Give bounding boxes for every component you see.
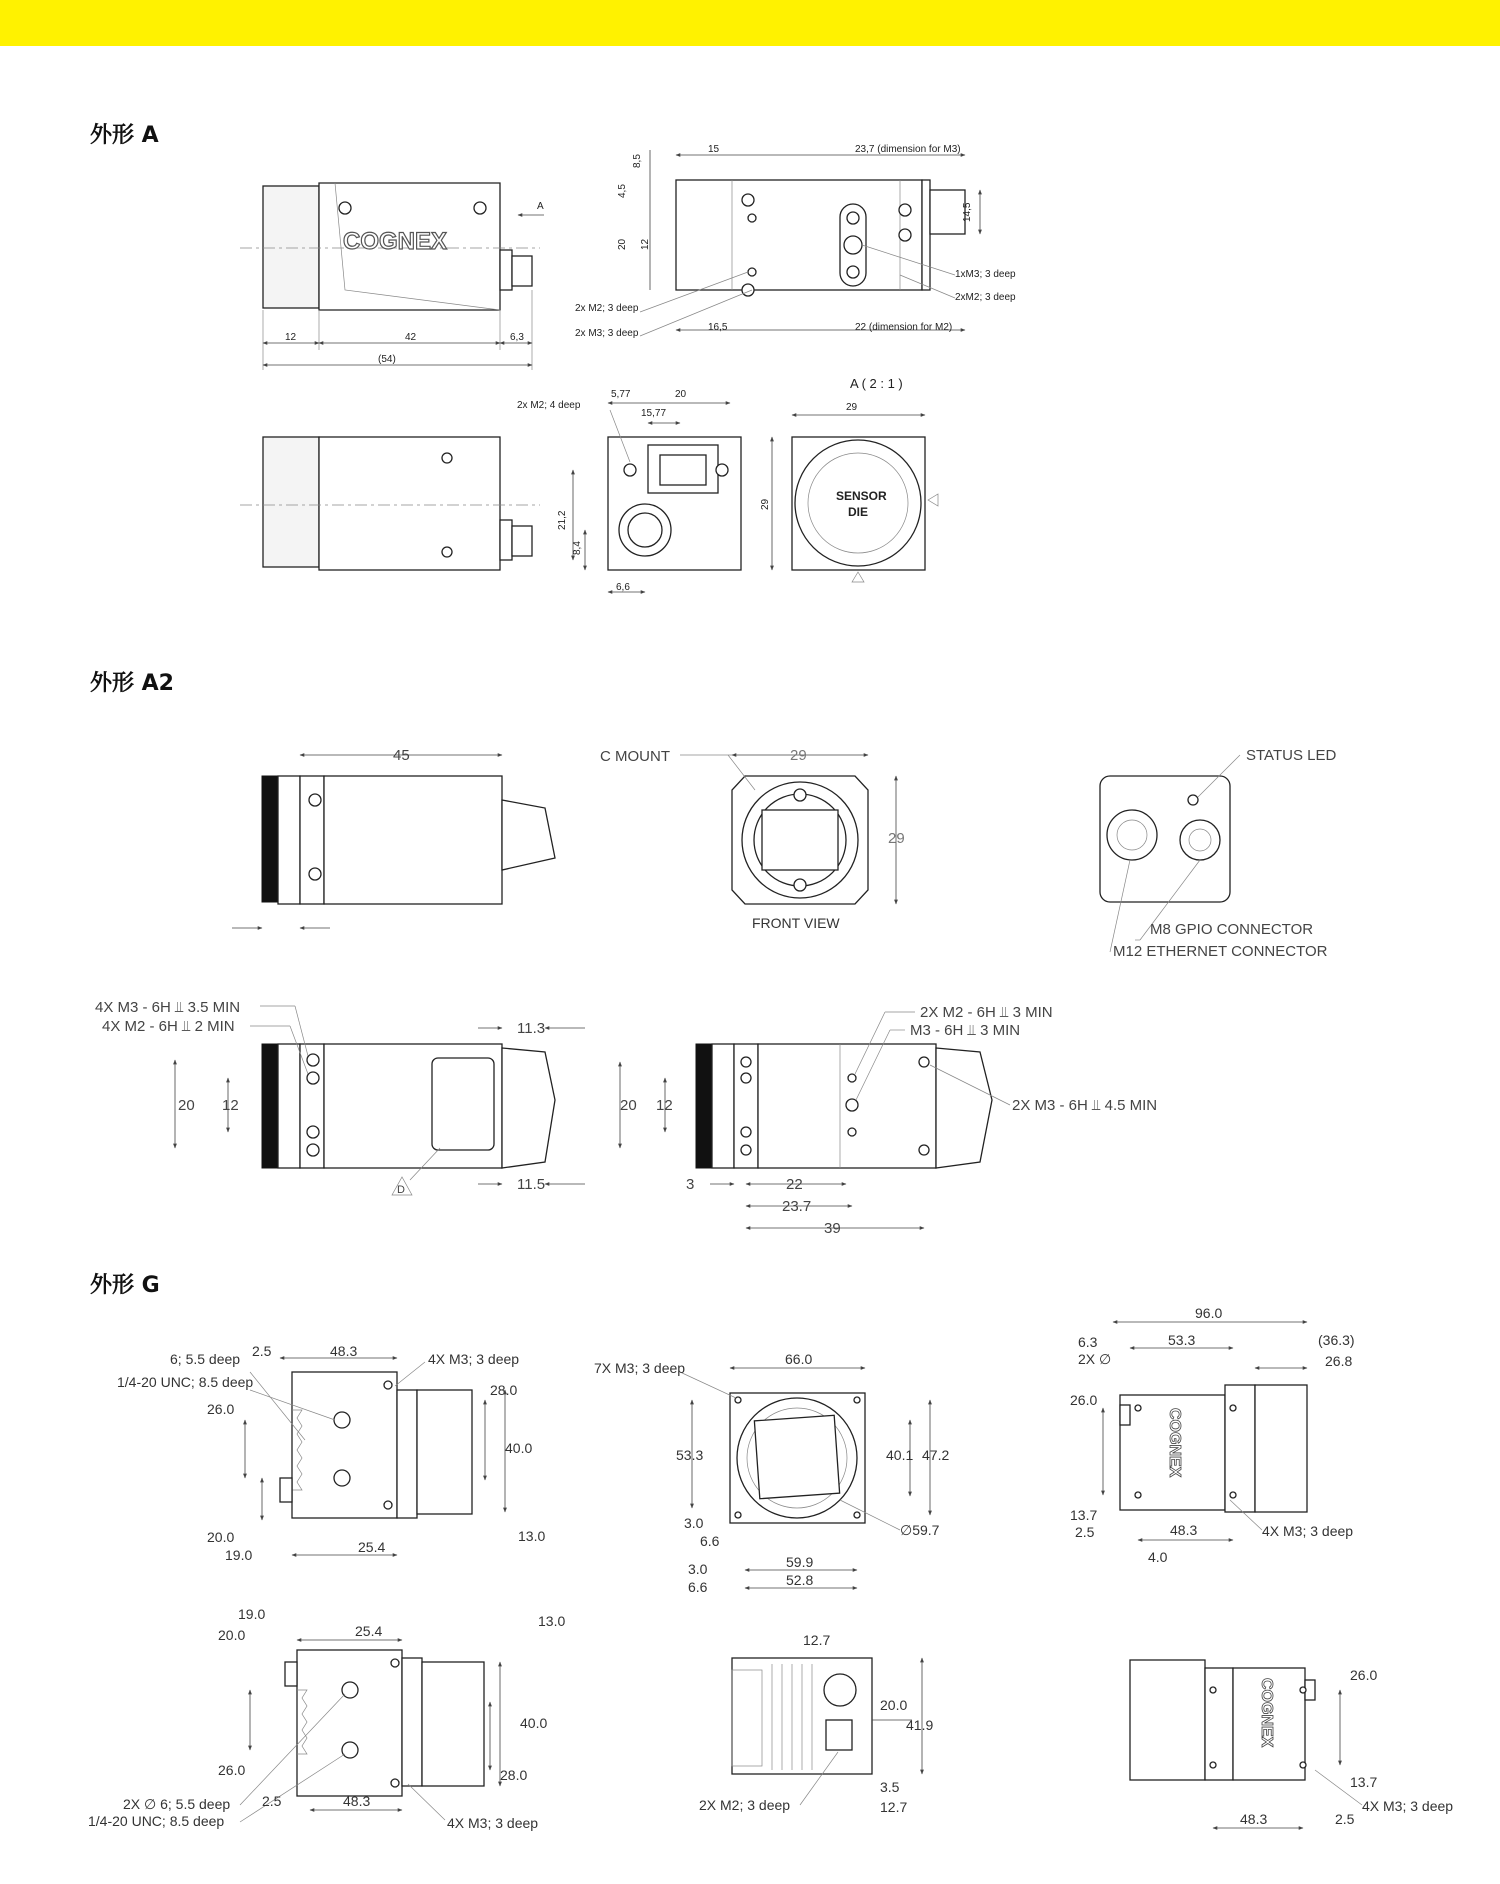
dim-g3-96-0: 96.0: [1195, 1305, 1223, 1321]
dim-g1-26-0: 26.0: [207, 1401, 235, 1417]
outline-a2-bottom-view: [620, 1004, 1157, 1237]
dim-a-29-w: 29: [846, 402, 858, 413]
view-title-a-2-1: A ( 2 : 1 ): [850, 376, 903, 391]
dim-a2-11-3: 11.3: [517, 1020, 546, 1037]
dim-a2-23-7: 23.7: [782, 1198, 812, 1215]
callout-g1-1-4-20-unc: 1/4-20 UNC; 8.5 deep: [117, 1374, 254, 1390]
dim-g4-20-0: 20.0: [218, 1627, 246, 1643]
callout-g2-7x-m3-3-deep: 7X M3; 3 deep: [594, 1360, 686, 1376]
outline-g-view-1: [117, 1343, 545, 1563]
dim-a-23-7: 23,7 (dimension for M3): [855, 144, 961, 155]
dim-g5-12-7-b: 12.7: [880, 1799, 908, 1815]
outline-a-front-view: [760, 376, 938, 582]
callout-g1-6-5-5-deep: 6; 5.5 deep: [170, 1351, 241, 1367]
dim-g4-2-5: 2.5: [262, 1793, 282, 1809]
outline-a-bottom-view: [240, 437, 540, 570]
dim-a2-29-w: 29: [790, 747, 807, 764]
dim-g3-26-0: 26.0: [1070, 1392, 1098, 1408]
dim-a2-11-5: 11.5: [517, 1176, 546, 1193]
dim-g5-3-5: 3.5: [880, 1779, 900, 1795]
dim-g5-20-0: 20.0: [880, 1697, 908, 1713]
view-marker-d: D: [397, 1184, 405, 1196]
dim-g3-53-3: 53.3: [1168, 1332, 1196, 1348]
dim-g4-28-0: 28.0: [500, 1767, 528, 1783]
dim-a-20: 20: [617, 238, 628, 250]
dim-g6-26-0: 26.0: [1350, 1667, 1378, 1683]
dim-a-16-5: 16,5: [708, 322, 728, 333]
dim-g2-6-6-b: 6.6: [688, 1579, 708, 1595]
m12-ethernet-connector-label: M12 ETHERNET CONNECTOR: [1113, 943, 1328, 960]
dim-a-20b: 20: [675, 389, 687, 400]
outline-a2-side-view: [232, 747, 555, 928]
dim-g3-13-7: 13.7: [1070, 1507, 1098, 1523]
callout-2x-m2-6h-3-min: 2X M2 - 6H ⫫ 3 MIN: [920, 1004, 1053, 1021]
callout-4x-m3-6h-3-5-min: 4X M3 - 6H ⫫ 3.5 MIN: [95, 999, 241, 1016]
dim-g4-13-0: 13.0: [538, 1613, 566, 1629]
dim-a2-20b: 20: [620, 1097, 637, 1114]
section-title-g: 外形 G: [90, 1273, 160, 1298]
outline-a-back-view: [517, 389, 741, 593]
callout-2x-m3-6h-4-5-min: 2X M3 - 6H ⫫ 4.5 MIN: [1012, 1097, 1158, 1114]
section-title-a2: 外形 A2: [90, 671, 174, 696]
dim-g1-2-5: 2.5: [252, 1343, 272, 1359]
front-view-label: FRONT VIEW: [752, 915, 840, 931]
outline-g-view-5: [699, 1632, 933, 1815]
callout-1x-m3-3-deep: 1xM3; 3 deep: [955, 269, 1016, 280]
dim-g2-6-6-a: 6.6: [700, 1533, 720, 1549]
callout-g4-1-4-20-unc: 1/4-20 UNC; 8.5 deep: [88, 1813, 225, 1829]
dim-a-42: 42: [405, 332, 417, 343]
dim-a-6-3: 6,3: [510, 332, 524, 343]
dim-g2-59-9: 59.9: [786, 1554, 814, 1570]
m8-gpio-connector-label: M8 GPIO CONNECTOR: [1150, 921, 1314, 938]
dim-g3-6-3: 6.3: [1078, 1334, 1098, 1350]
view-arrow-label: A: [537, 201, 544, 212]
dim-a-8-4: 8,4: [572, 541, 583, 555]
outline-g-view-6: [1130, 1660, 1453, 1828]
dim-a-15-77: 15,77: [641, 408, 667, 419]
cognex-logo-g3: COGNEX: [1166, 1408, 1183, 1478]
callout-g3-4x-m3-3-deep: 4X M3; 3 deep: [1262, 1523, 1354, 1539]
outline-g-view-4: [88, 1606, 565, 1831]
dim-g1-25-4: 25.4: [358, 1539, 386, 1555]
dim-g1-20-0: 20.0: [207, 1529, 235, 1545]
dim-a2-3: 3: [686, 1176, 695, 1193]
outline-a2-rear-view: [1100, 747, 1336, 960]
dim-a2-22: 22: [786, 1176, 803, 1193]
dim-g4-26-0: 26.0: [218, 1762, 246, 1778]
dim-g3-48-3: 48.3: [1170, 1522, 1198, 1538]
callout-2x-m2-3-deep: 2x M2; 3 deep: [575, 303, 639, 314]
dim-g3-2-5: 2.5: [1075, 1524, 1095, 1540]
dim-a-54: (54): [378, 354, 396, 365]
dim-a-5-77: 5,77: [611, 389, 631, 400]
callout-2x-m2-3-deep-b: 2xM2; 3 deep: [955, 292, 1016, 303]
callout-2x-m3-3-deep: 2x M3; 3 deep: [575, 328, 639, 339]
dim-a-12b: 12: [640, 238, 651, 250]
cognex-logo-g6: COGNEX: [1258, 1678, 1275, 1748]
dim-g5-41-9: 41.9: [906, 1717, 934, 1733]
callout-g3-2x-dia: 2X ∅: [1078, 1351, 1112, 1367]
dim-g2-53-3: 53.3: [676, 1447, 704, 1463]
dim-g6-48-3: 48.3: [1240, 1811, 1268, 1827]
dim-g1-13-0: 13.0: [518, 1528, 546, 1544]
dim-a2-45: 45: [393, 747, 410, 764]
dim-a-8-5: 8,5: [632, 154, 643, 168]
dim-a2-12b: 12: [656, 1097, 673, 1114]
dim-g2-40-1: 40.1: [886, 1447, 914, 1463]
dim-g6-2-5: 2.5: [1335, 1811, 1355, 1827]
dim-g4-40-0: 40.0: [520, 1715, 548, 1731]
dim-g2-3-0-a: 3.0: [684, 1515, 704, 1531]
dim-g2-dia-59-7: ∅59.7: [900, 1522, 940, 1538]
c-mount-label: C MOUNT: [600, 748, 670, 765]
dim-a2-39: 39: [824, 1220, 841, 1237]
outline-a-top-view: [575, 144, 1016, 339]
dim-g1-48-3: 48.3: [330, 1343, 358, 1359]
dim-a-14-5: 14,5: [962, 202, 973, 222]
outline-a2-top-view: [95, 999, 585, 1196]
outline-a-side-view: [240, 183, 544, 370]
dim-g2-3-0-b: 3.0: [688, 1561, 708, 1577]
dim-g3-36-3: (36.3): [1318, 1332, 1355, 1348]
dim-g4-48-3: 48.3: [343, 1793, 371, 1809]
outline-a2-front-view: [600, 747, 905, 931]
sensor-label: SENSOR: [836, 489, 887, 503]
dim-a-6-6: 6,6: [616, 582, 630, 593]
dim-g1-28-0: 28.0: [490, 1382, 518, 1398]
outline-g-view-2: [594, 1351, 949, 1595]
dim-g3-4-0: 4.0: [1148, 1549, 1168, 1565]
dim-g2-66-0: 66.0: [785, 1351, 813, 1367]
callout-g4-4x-m3-3-deep: 4X M3; 3 deep: [447, 1815, 539, 1831]
callout-m3-6h-3-min: M3 - 6H ⫫ 3 MIN: [910, 1022, 1021, 1039]
dim-a2-12: 12: [222, 1097, 239, 1114]
dim-g3-26-8: 26.8: [1325, 1353, 1353, 1369]
dim-g2-52-8: 52.8: [786, 1572, 814, 1588]
cognex-logo-a: COGNEX: [343, 228, 448, 255]
dim-g2-47-2: 47.2: [922, 1447, 950, 1463]
status-led-label: STATUS LED: [1246, 747, 1337, 764]
dim-g4-19-0: 19.0: [238, 1606, 266, 1622]
dim-a-29-h: 29: [760, 498, 771, 510]
callout-4x-m2-6h-2-min: 4X M2 - 6H ⫫ 2 MIN: [102, 1018, 235, 1035]
outline-g-view-3: [1070, 1305, 1355, 1565]
dim-a2-20: 20: [178, 1097, 195, 1114]
callout-2x-m2-4-deep: 2x M2; 4 deep: [517, 400, 581, 411]
dim-a-21-2: 21,2: [557, 510, 568, 530]
callout-g5-2x-m2-3-deep: 2X M2; 3 deep: [699, 1797, 791, 1813]
dim-g5-12-7-a: 12.7: [803, 1632, 831, 1648]
dim-a-12: 12: [285, 332, 297, 343]
callout-g6-4x-m3-3-deep: 4X M3; 3 deep: [1362, 1798, 1454, 1814]
dim-a-4-5: 4,5: [617, 184, 628, 198]
dim-a-22: 22 (dimension for M2): [855, 322, 953, 333]
dim-g6-13-7: 13.7: [1350, 1774, 1378, 1790]
die-label: DIE: [848, 505, 869, 519]
dim-g1-40-0: 40.0: [505, 1440, 533, 1456]
section-title-a: 外形 A: [90, 123, 159, 148]
dim-a-15: 15: [708, 144, 720, 155]
dim-g4-25-4: 25.4: [355, 1623, 383, 1639]
callout-g4-2x-dia-6-5-5-deep: 2X ∅ 6; 5.5 deep: [123, 1796, 231, 1812]
dim-g1-19-0: 19.0: [225, 1547, 253, 1563]
callout-g1-4x-m3-3-deep: 4X M3; 3 deep: [428, 1351, 520, 1367]
dim-a2-29-h: 29: [888, 830, 905, 847]
